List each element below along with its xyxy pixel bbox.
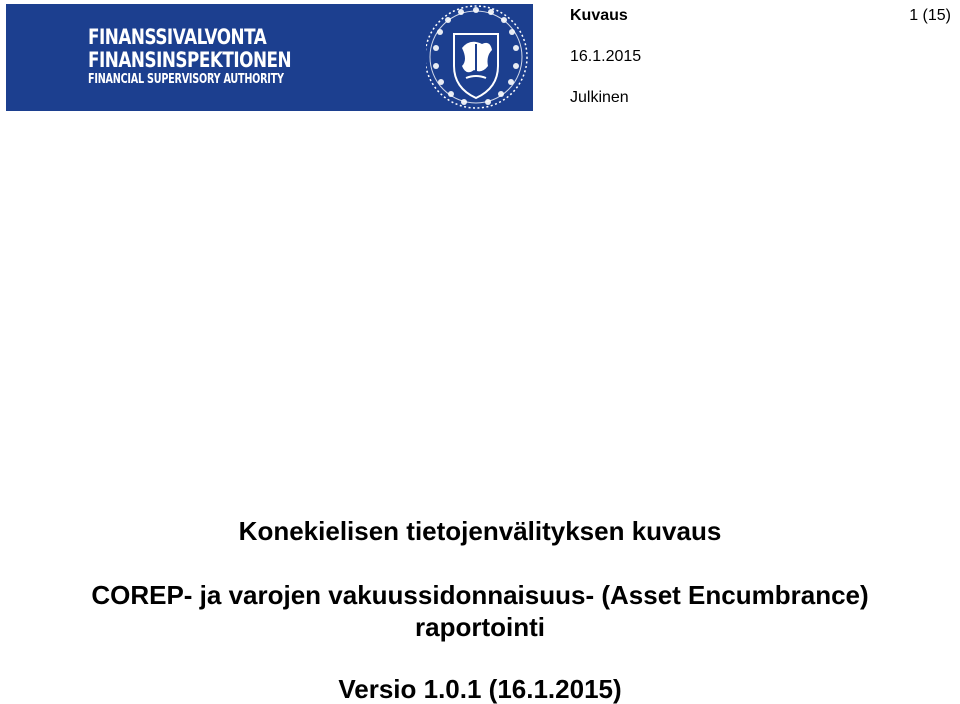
header-page-number: 1 (15) [909, 7, 951, 24]
document-subtitle [0, 579, 960, 643]
logo-wordmark [88, 26, 353, 88]
header-doc-type: Kuvaus [570, 7, 628, 24]
document-title: Konekielisen tietojenvälityksen kuvaus [238, 516, 722, 546]
logo-banner [6, 4, 533, 111]
document-subtitle-line2: raportointi [415, 612, 545, 642]
logo-line-english: FINANCIAL SUPERVISORY AUTHORITY [88, 72, 284, 87]
logo-line-finnish: FINANSSIVALVONTA [88, 25, 267, 49]
document-version: Versio 1.0.1 (16.1.2015) [338, 674, 622, 704]
finnish-lion-seal-icon [426, 4, 533, 111]
document-subtitle-line1: COREP- ja varojen vakuussidonnaisuus- (Asset Encumbrance) [91, 580, 869, 610]
logo-line-swedish: FINANSINSPEKTIONEN [88, 48, 292, 72]
header-date: 16.1.2015 [570, 48, 642, 65]
header-classification: Julkinen [570, 89, 629, 106]
